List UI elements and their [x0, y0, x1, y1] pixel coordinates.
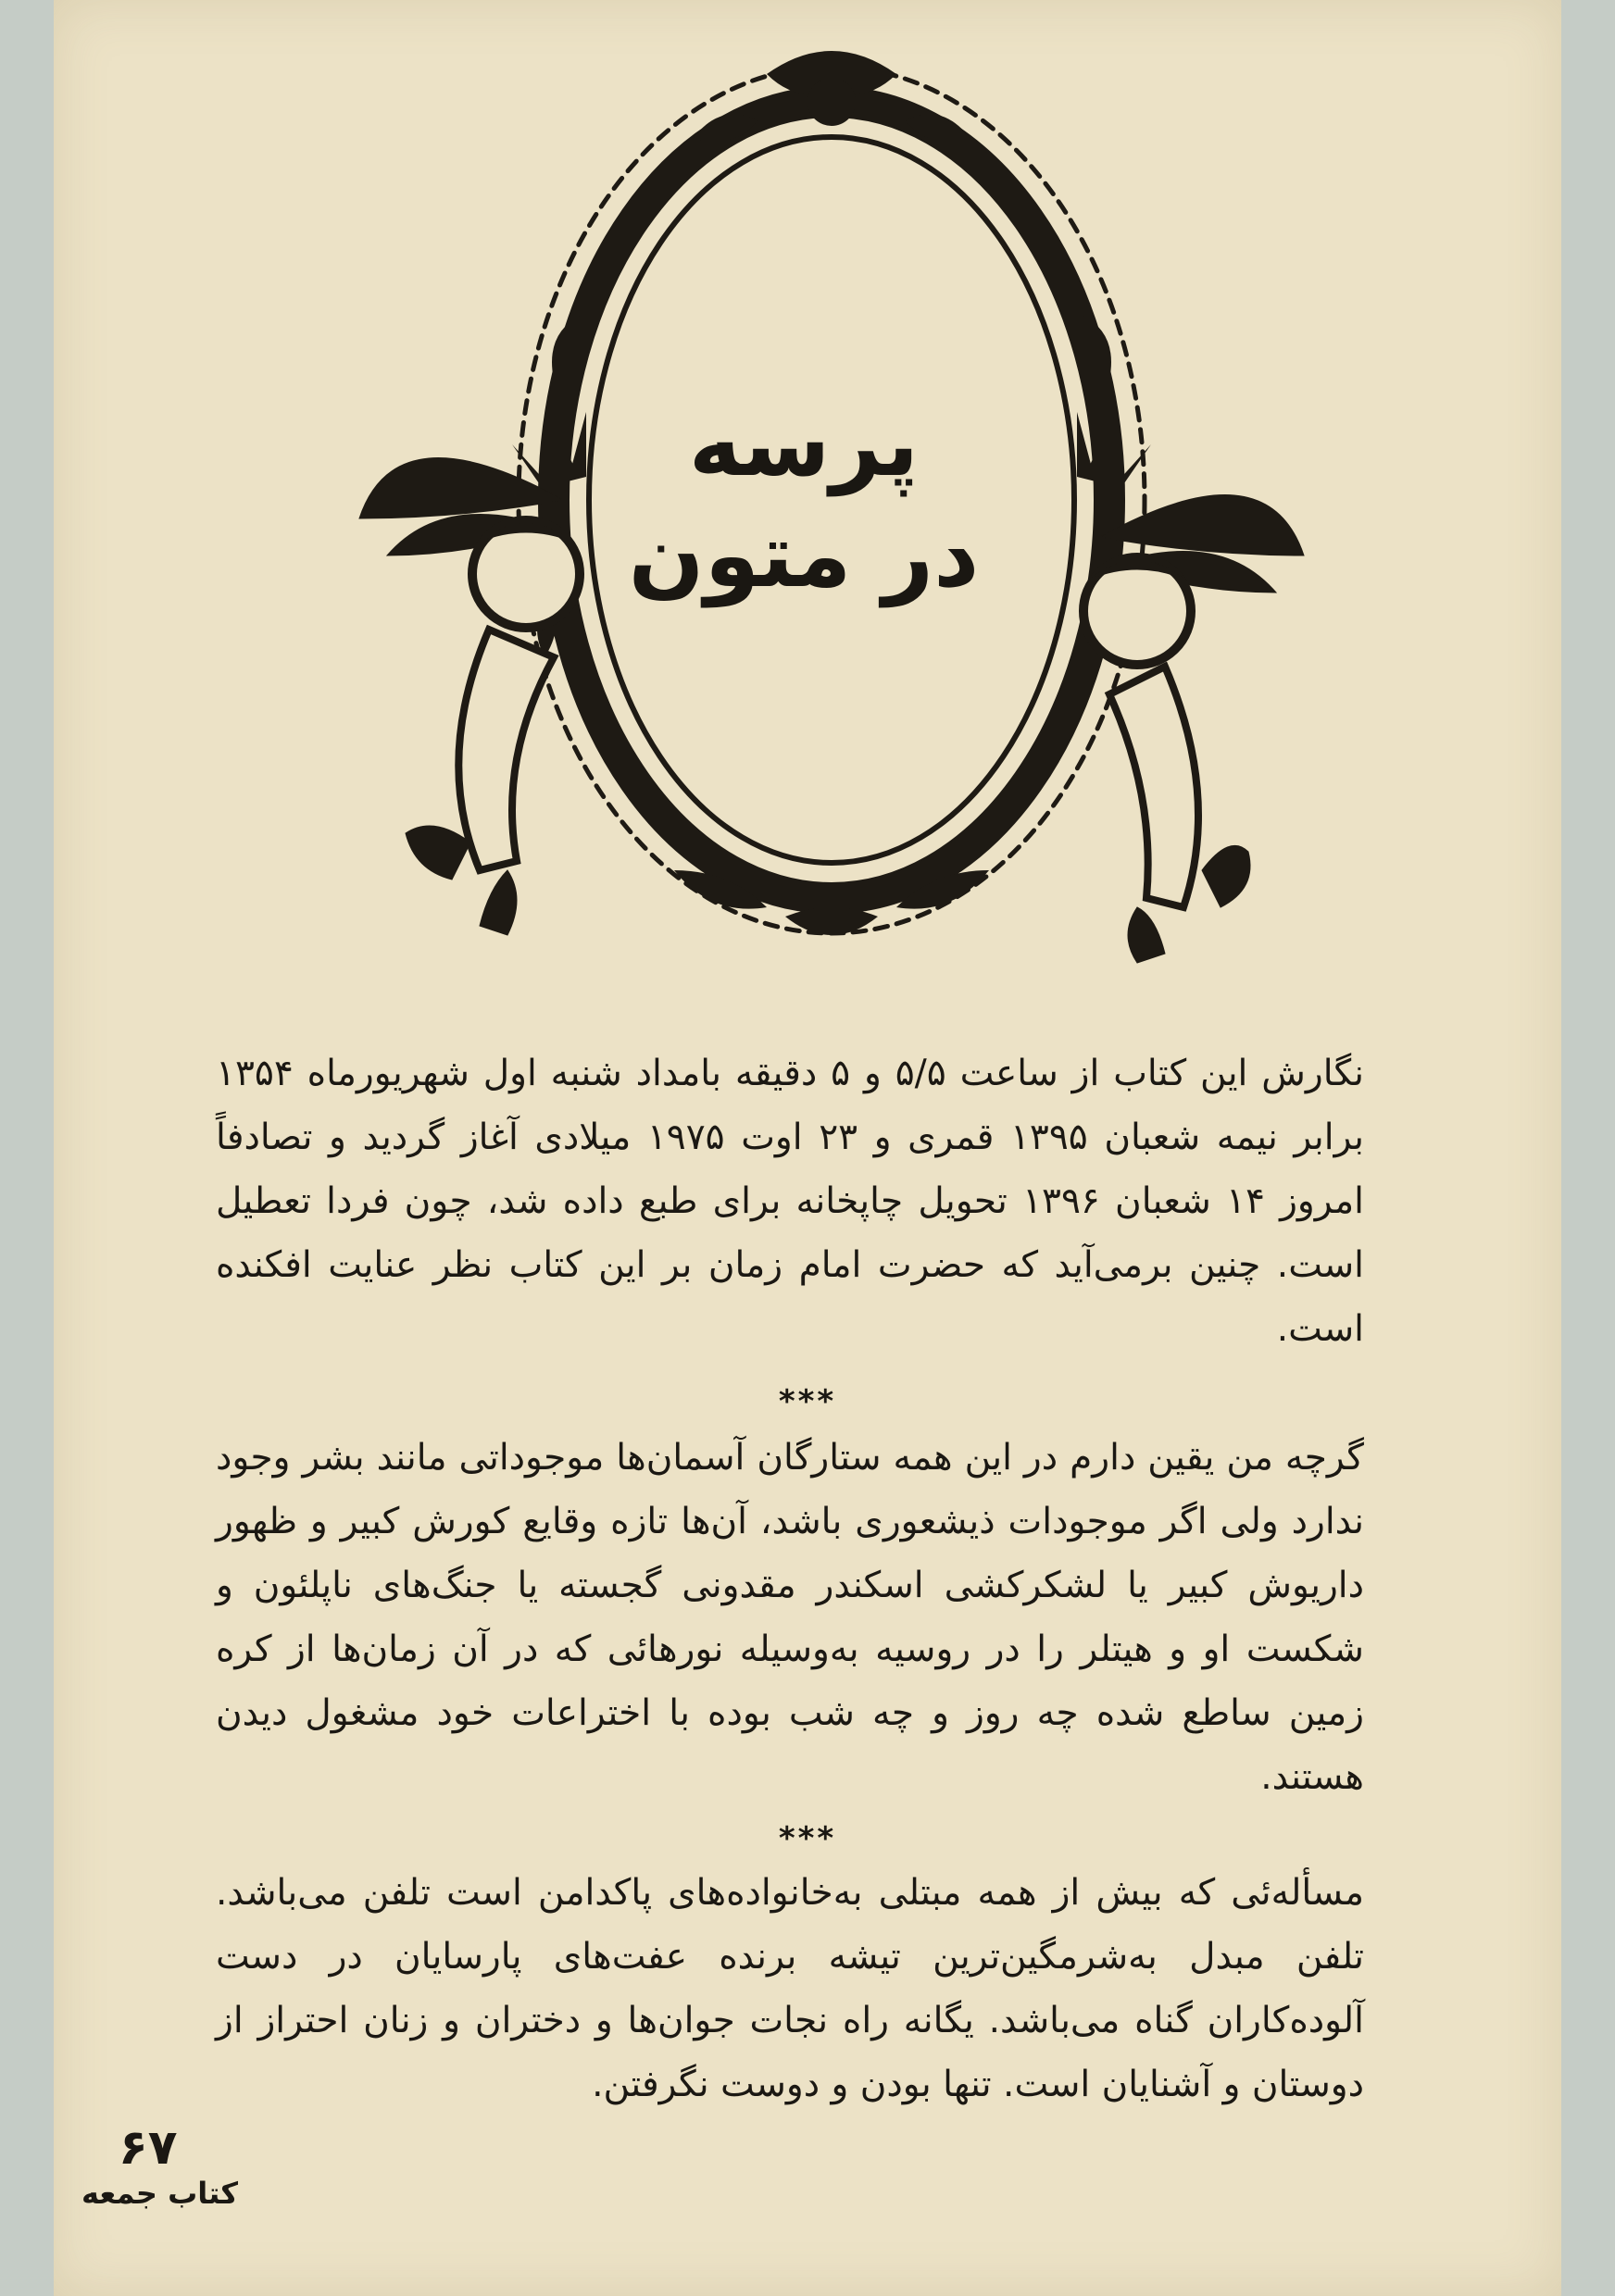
magazine-page: [54, 0, 1561, 2296]
page-number: ۶۷: [119, 2120, 178, 2176]
section-separator-1: ***: [778, 1383, 837, 1420]
paragraph-2: گرچه من یقین دارم در این همه ستارگان آسمان‌ها موجوداتی مانند بشر وجود ندارد ولی اگر موجودات ذیشعوری باشد، آن‌ها تازه وقایع کورش کبیر و ظهور داریوش کبیر یا لشکرکشی اسکندر مقدونی گجسته یا جنگ‌های ناپلئون و شکست او و هیتلر را در روسیه به‌وسیله نورهائی که در آن زمان‌ها از کره زمین ساطع شده چه روز و چه شب بوده با اختراعات خود مشغول دیدن هستند.: [216, 1437, 1364, 1798]
magazine-name: کتاب جمعه: [81, 2176, 238, 2211]
paragraph-1: نگارش این کتاب از ساعت ۵/۵ و ۵ دقیقه بامداد شنبه اول شهریورماه ۱۳۵۴ برابر نیمه شعبان ۱۳۹۵ قمری و ۲۳ اوت ۱۹۷۵ میلادی آغاز گردید و تصادفاً امروز ۱۴ شعبان ۱۳۹۶ تحویل چاپخانه برای طبع داده شد، چون فردا تعطیل است. چنین برمی‌آید که حضرت امام زمان بر این کتاب نظر عنایت افکنده است.: [216, 1053, 1365, 1350]
title-line-2: در متون: [628, 504, 980, 607]
title-line-1: پرسه: [688, 393, 920, 496]
paragraph-3: مسأله‌ئی که بیش از همه مبتلی به‌خانواده‌های پاکدامن است تلفن می‌باشد. تلفن مبدل به‌شرمگین‌ترین تیشه برنده عفت‌های پارسایان در دست آلوده‌کاران گناه می‌باشد. یگانه راه نجات جوان‌ها و دختران و زنان احتراز از دوستان و آشنایان است. تنها بودن و دوست نگرفتن.: [216, 1872, 1364, 2105]
section-separator-2: ***: [778, 1820, 837, 1857]
page-title: [609, 389, 998, 611]
